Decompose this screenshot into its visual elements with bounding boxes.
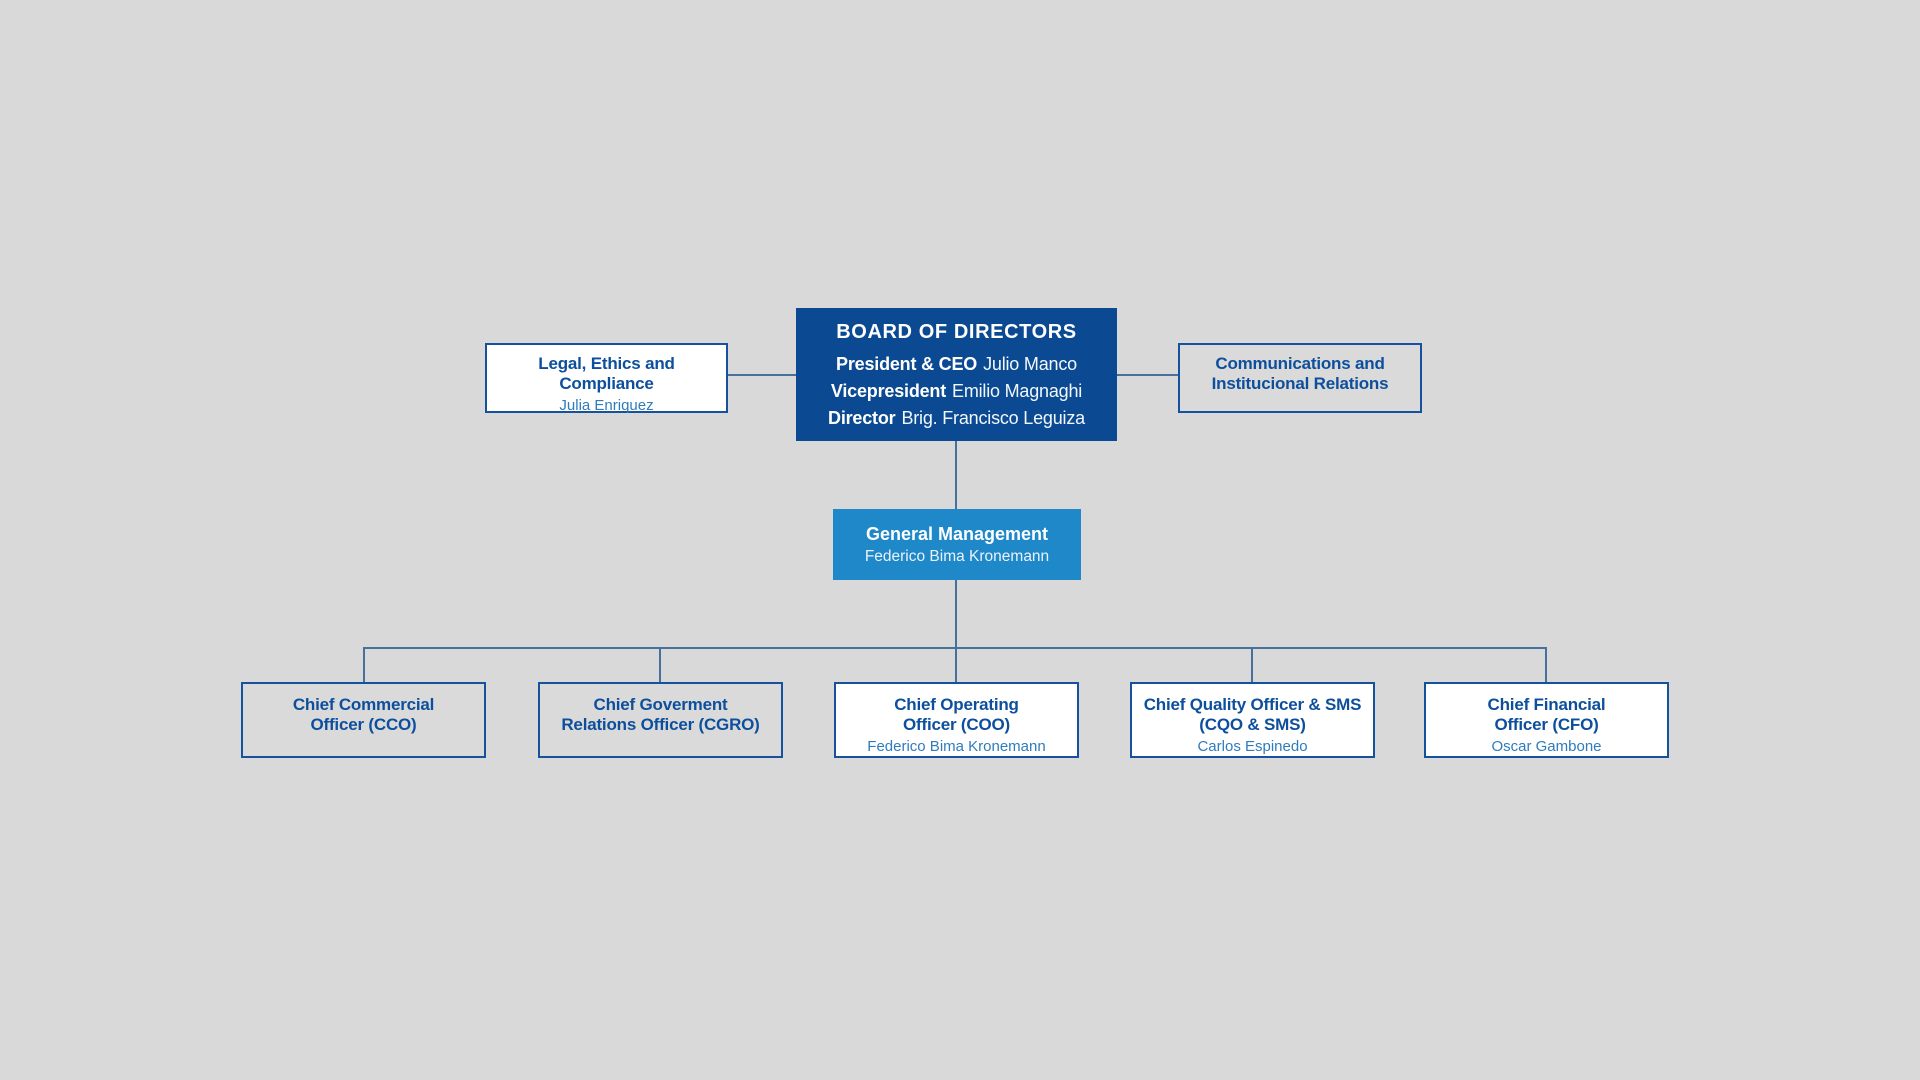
node-title-line1: Chief Commercial	[292, 695, 435, 714]
node-title-line2: (CQO & SMS)	[1199, 715, 1306, 734]
officer-node-coo	[834, 682, 1079, 758]
node-title-line1: Chief Quality Officer & SMS	[1143, 695, 1362, 714]
connector-board-to-communications	[1117, 374, 1178, 376]
board-member-name: Brig. Francisco Leguiza	[901, 408, 1085, 428]
node-person-name: Federico Bima Kronemann	[864, 548, 1050, 565]
connector-drop-cco	[363, 647, 365, 682]
node-title-line1: Chief Operating	[894, 695, 1019, 714]
connector-management-to-bus	[955, 580, 957, 682]
node-title-line2: Relations Officer (CGRO)	[561, 715, 760, 734]
general-management-node	[833, 509, 1081, 580]
connector-drop-cgro	[659, 647, 661, 682]
board-member-role: Director	[828, 408, 896, 428]
node-title-line1: Legal, Ethics and	[538, 354, 675, 373]
node-title-line2: Officer (CCO)	[310, 715, 417, 734]
board-member-row	[836, 351, 1077, 378]
node-title: General Management	[865, 524, 1049, 544]
node-person-name: Oscar Gambone	[1491, 738, 1602, 755]
board-member-row	[828, 405, 1085, 432]
node-person-name: Federico Bima Kronemann	[867, 738, 1046, 755]
board-title: BOARD OF DIRECTORS	[836, 321, 1077, 343]
officer-node-cqo-sms	[1130, 682, 1375, 758]
connector-board-to-legal	[728, 374, 796, 376]
board-member-role: Vicepresident	[830, 381, 947, 401]
node-person-name: Carlos Espinedo	[1197, 738, 1308, 755]
node-title-line2: Officer (COO)	[903, 715, 1010, 734]
node-title-line2: Compliance	[559, 374, 654, 393]
board-member-name: Julio Manco	[983, 354, 1077, 374]
node-title-line2: Institucional Relations	[1211, 374, 1389, 393]
board-member-row	[831, 378, 1082, 405]
connector-board-to-management	[955, 441, 957, 509]
board-member-name: Emilio Magnaghi	[952, 381, 1083, 401]
node-title-line2: Officer (CFO)	[1494, 715, 1599, 734]
officer-node-cfo	[1424, 682, 1669, 758]
legal-ethics-compliance-node	[485, 343, 728, 413]
node-title-line1: Chief Financial	[1487, 695, 1606, 714]
board-of-directors-node	[796, 308, 1117, 441]
node-title-line1: Communications and	[1215, 354, 1385, 373]
board-member-role: President & CEO	[836, 354, 978, 374]
connector-bus-horizontal	[363, 647, 1547, 649]
officer-node-cgro	[538, 682, 783, 758]
node-title-line1: Chief Goverment	[593, 695, 728, 714]
connector-drop-cqo	[1251, 647, 1253, 682]
officer-node-cco	[241, 682, 486, 758]
communications-relations-node	[1178, 343, 1422, 413]
connector-drop-cfo	[1545, 647, 1547, 682]
node-person-name: Julia Enriquez	[559, 397, 654, 414]
